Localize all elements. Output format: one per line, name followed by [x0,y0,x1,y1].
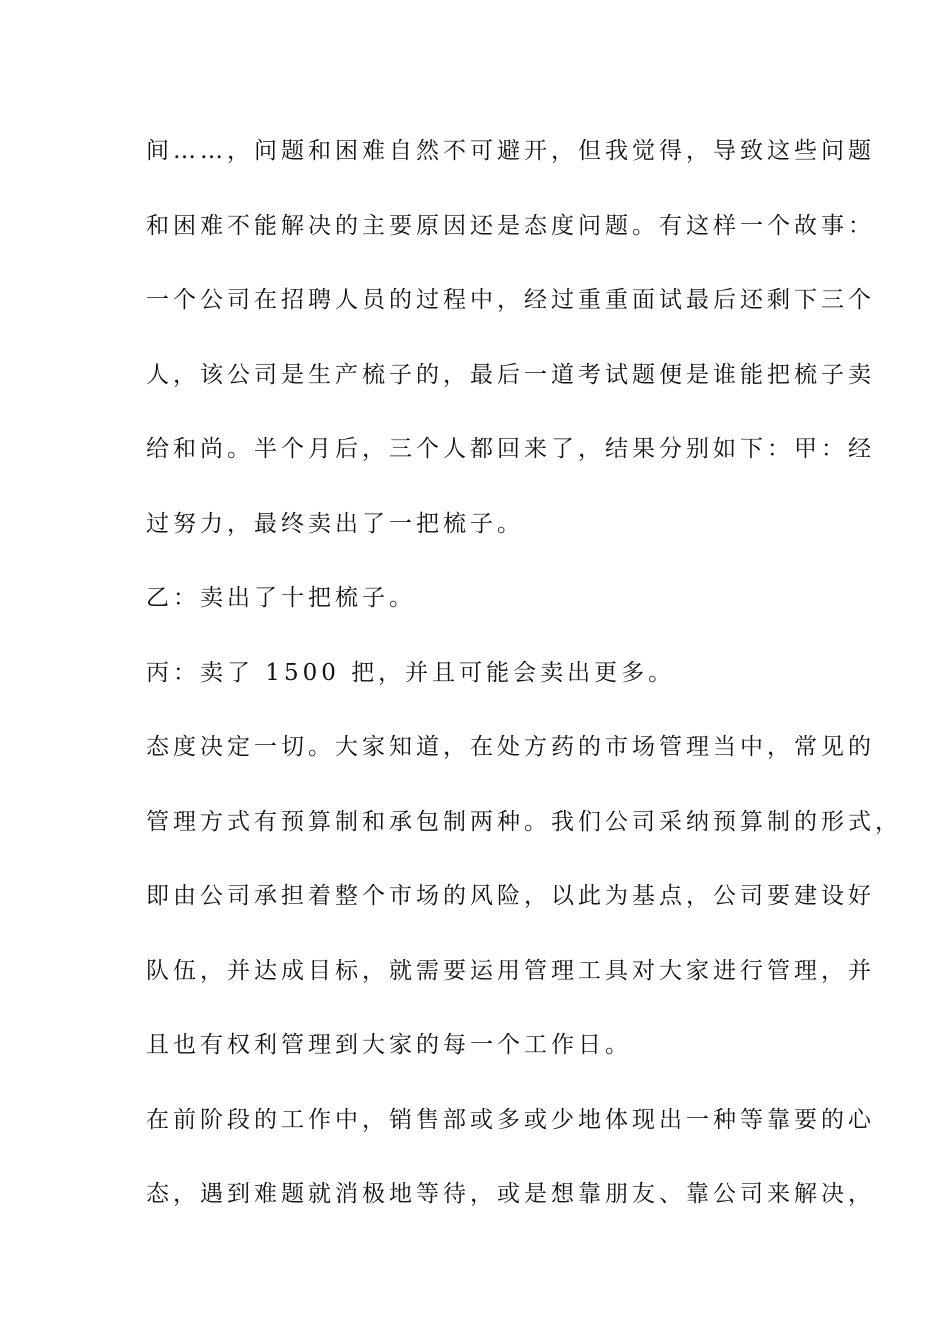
text-line: 给和尚。半个月后，三个人都回来了，结果分别如下：甲：经 [146,436,875,462]
body-text [146,126,902,1244]
text-line: 态，遇到难题就消极地等待，或是想靠朋友、靠公司来解决， [146,1181,875,1207]
text-line: 间……，问题和困难自然不可避开，但我觉得，导致这些问题 [146,138,875,164]
text-line: 且也有权利管理到大家的每一个工作日。 [146,1032,632,1058]
text-line: 队伍，并达成目标，就需要运用管理工具对大家进行管理，并 [146,957,875,984]
text-line: 管理方式有预算制和承包制两种。我们公司采纳预算制的形式， [146,808,902,835]
text-line: 态度决定一切。大家知道，在处方药的市场管理当中，常见的 [146,734,875,760]
text-line: 和困难不能解决的主要原因还是态度问题。有这样一个故事： [146,212,875,239]
text-line: 乙：卖出了十把梳子。 [146,585,416,611]
text-line: 人，该公司是生产梳子的，最后一道考试题便是谁能把梳子卖 [146,361,875,388]
text-line: 丙：卖了 1500 把，并且可能会卖出更多。 [146,659,676,686]
text-line: 即由公司承担着整个市场的风险，以此为基点，公司要建设好 [146,883,875,909]
text-line: 在前阶段的工作中，销售部或多或少地体现出一种等靠要的心 [146,1106,875,1133]
text-line: 过努力，最终卖出了一把梳子。 [146,510,524,537]
text-line: 一个公司在招聘人员的过程中，经过重重面试最后还剩下三个 [146,287,875,313]
